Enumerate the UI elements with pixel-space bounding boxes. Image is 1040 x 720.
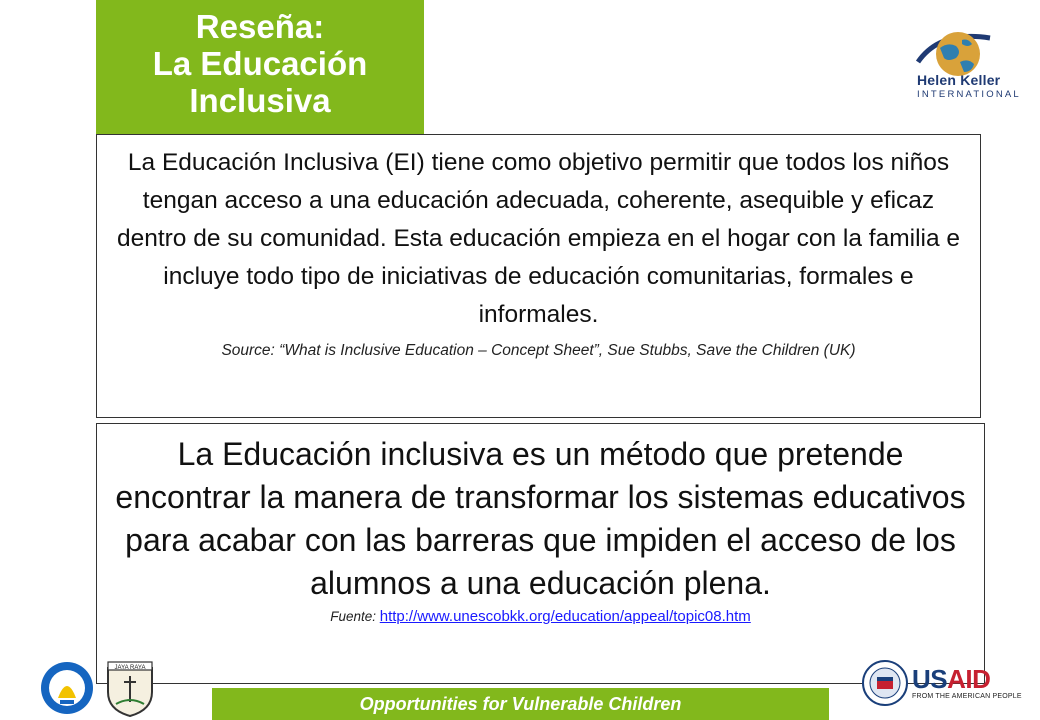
definition-text: La Educación Inclusiva (EI) tiene como objetivo permitir que todos los niños tengan acceso a una educación adecuada, coherente, asequible y eficaz dentro de su comunidad. Esta educación empieza en el hogar con la familia e incluye todo tipo de iniciativas de educación comunitarias, formales e informales. [116, 149, 961, 328]
usaid-tagline: FROM THE AMERICAN PEOPLE [912, 693, 1022, 700]
jakarta-crest-icon [104, 660, 156, 718]
helen-keller-name-line2: INTERNATIONAL [917, 89, 1021, 100]
jakarta-crest-text: JAYA RAYA [114, 665, 146, 671]
usaid-wordmark-us: US [912, 664, 948, 694]
method-box [96, 423, 985, 684]
helen-keller-name [917, 72, 1021, 100]
title-line-3: Inclusiva [189, 82, 331, 119]
ministry-emblem-icon [40, 660, 94, 716]
method-source-link[interactable]: http://www.unescobkk.org/education/appeal/topic08.htm [379, 608, 751, 625]
title-line-1: Reseña: [195, 8, 325, 45]
footer-banner: Opportunities for Vulnerable Children [212, 688, 829, 720]
us-seal-icon [862, 660, 908, 706]
method-source-label: Fuente: [330, 609, 380, 624]
usaid-wordmark-aid: AID [947, 664, 991, 694]
title-line-2: La Educación [152, 45, 368, 82]
method-source [97, 608, 984, 625]
helen-keller-name-line1: Helen Keller [917, 72, 1001, 88]
usaid-wordmark [912, 666, 1022, 692]
definition-source: Source: “What is Inclusive Education – Concept Sheet”, Sue Stubbs, Save the Children (UK) [221, 342, 856, 359]
method-text: La Educación inclusiva es un método que pretende encontrar la manera de transformar los sistemas educativos para acabar con las barreras que impiden el acceso de los alumnos a una educación plena. [115, 436, 966, 601]
definition-box [96, 134, 981, 418]
slide-title [96, 0, 424, 143]
usaid-logo [912, 666, 1022, 700]
